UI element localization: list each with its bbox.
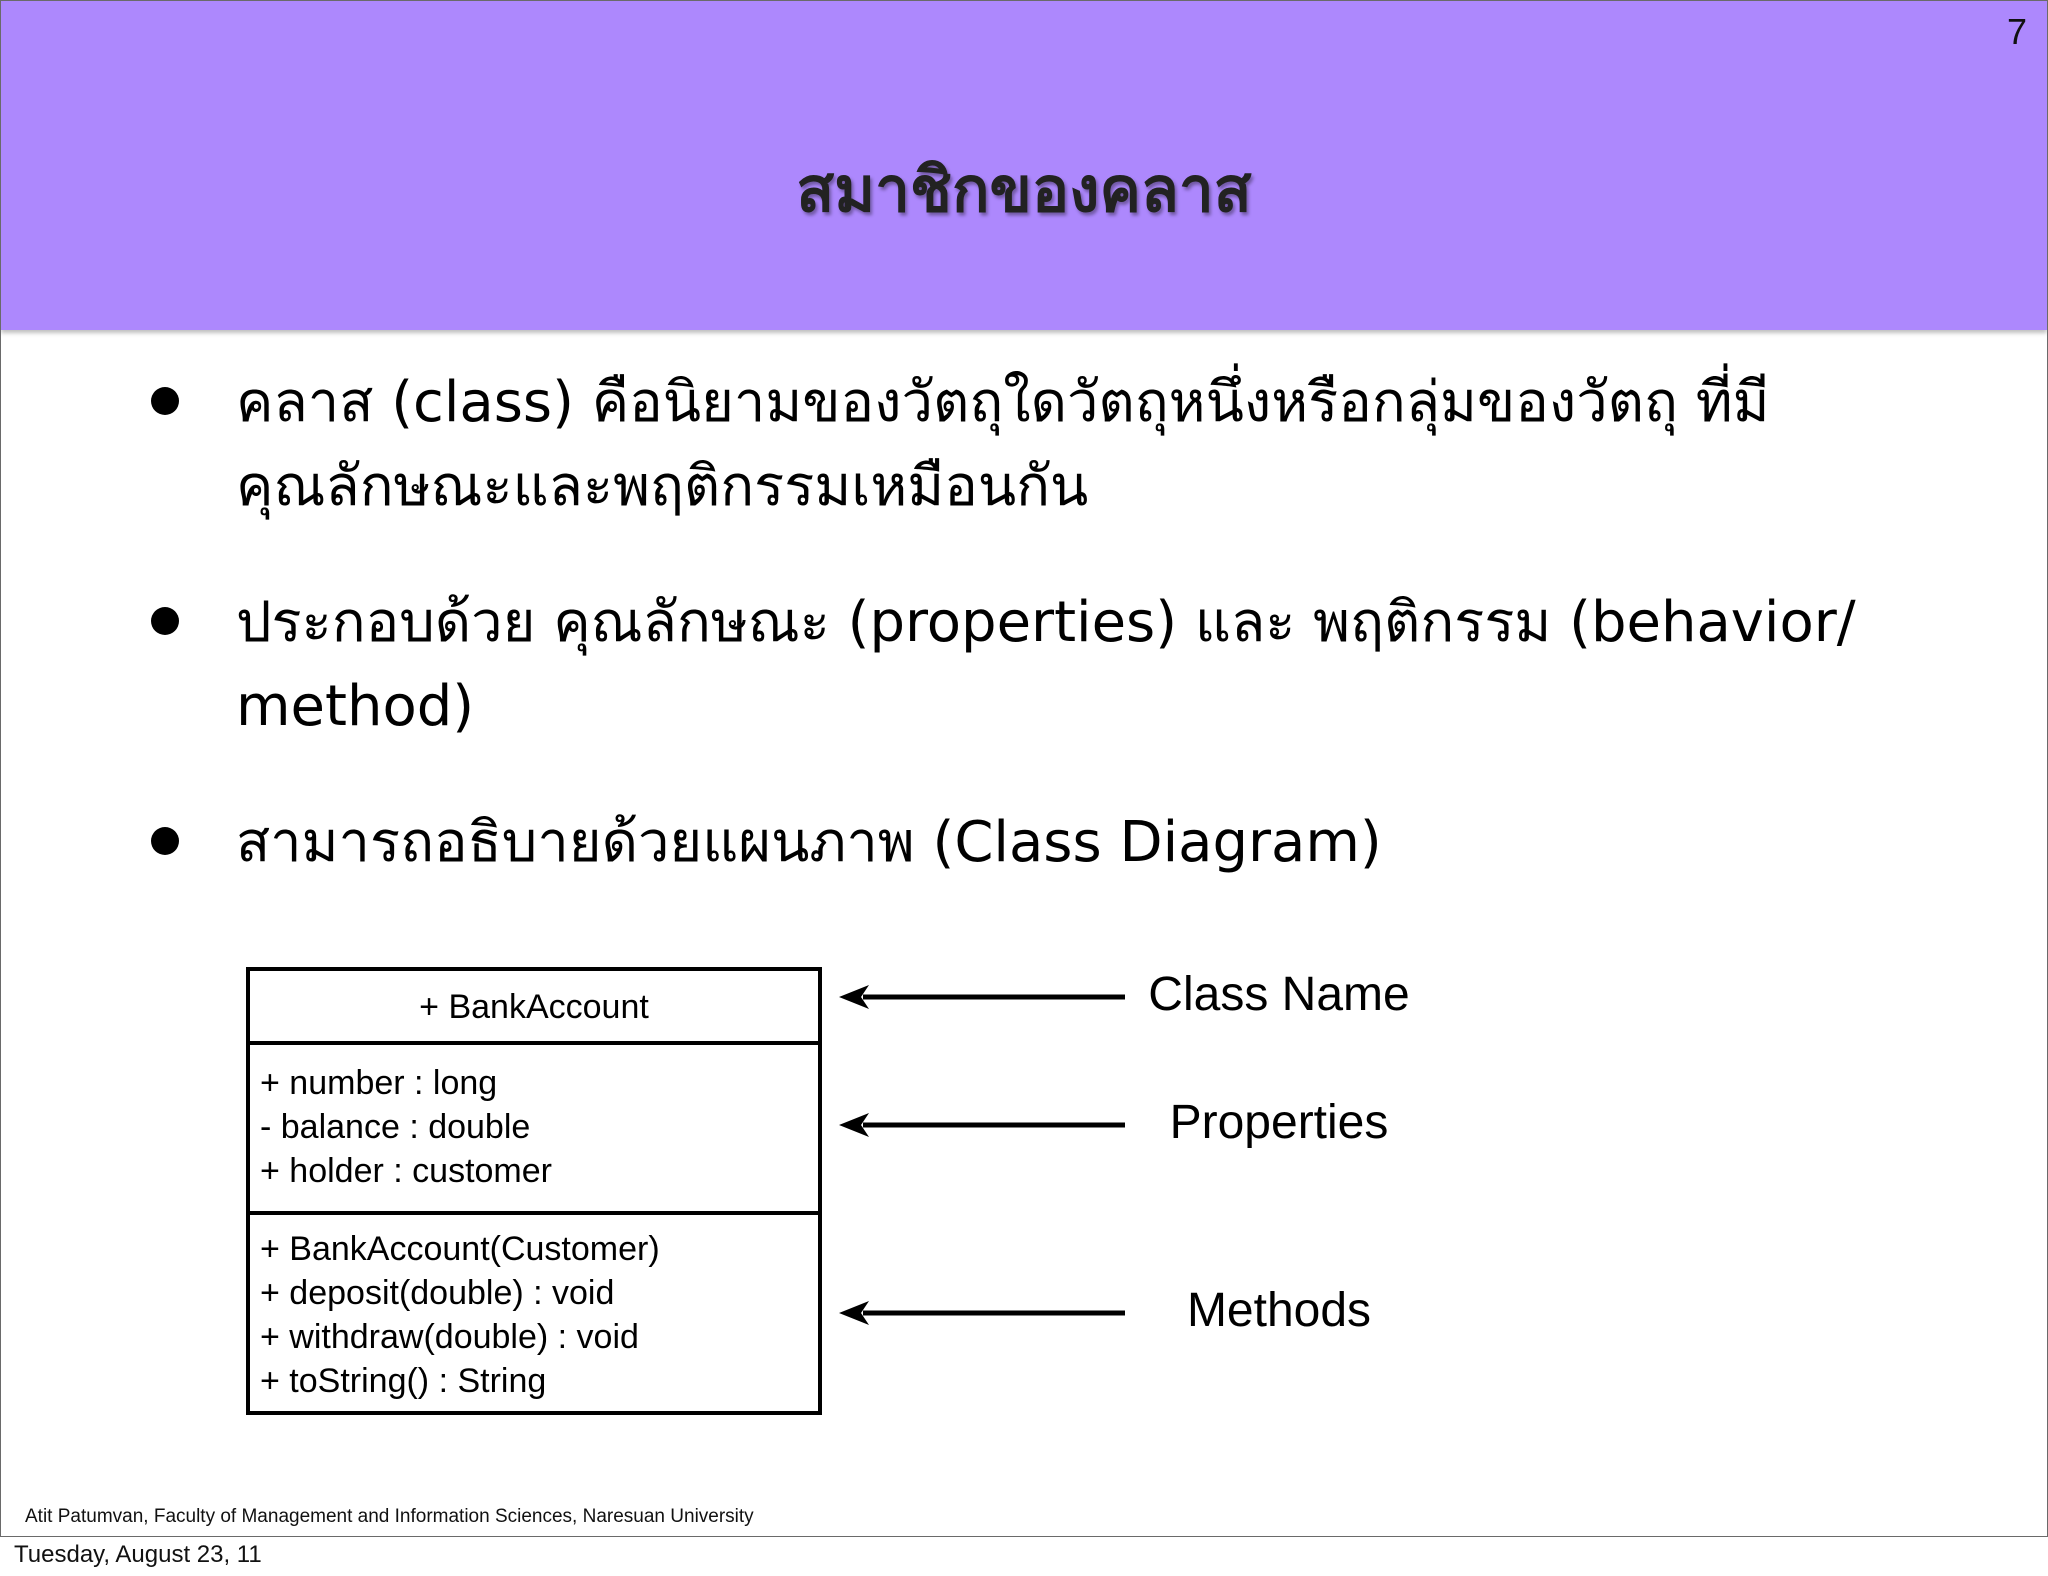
property-line: + holder : customer <box>260 1152 552 1190</box>
bullet-dot-icon <box>151 827 179 855</box>
bullet-line: คุณลักษณะและพฤติกรรมเหมือนกัน <box>236 454 1089 519</box>
methods-compartment <box>250 1215 818 1411</box>
class-name-label: Class Name <box>1148 968 1410 1021</box>
properties-label: Properties <box>1169 1096 1389 1149</box>
method-line: + toString() : String <box>260 1362 547 1400</box>
method-line: + withdraw(double) : void <box>260 1318 639 1356</box>
arrow-left-icon <box>839 982 1125 1012</box>
arrow-left-icon <box>839 1298 1125 1328</box>
bullet-dot-icon <box>151 387 179 415</box>
slide-title: สมาชิกของคลาส <box>796 153 1252 226</box>
arrow-left-icon <box>839 1110 1125 1140</box>
properties-compartment <box>250 1045 818 1215</box>
bullet-line: ประกอบด้วย คุณลักษณะ (properties) และ พฤติกรรม (behavior/ <box>236 590 1856 655</box>
bullet-text <box>236 801 1956 885</box>
bullet-text <box>236 361 1956 529</box>
slide-footer: Atit Patumvan, Faculty of Management and Information Sciences, Naresuan University <box>25 1506 754 1527</box>
property-line: + number : long <box>260 1064 498 1102</box>
slide-number: 7 <box>2006 11 2027 52</box>
method-line: + deposit(double) : void <box>260 1274 615 1312</box>
bullet-text <box>236 581 1956 749</box>
class-name-compartment <box>250 971 818 1045</box>
method-line: + BankAccount(Customer) <box>260 1230 660 1268</box>
bullet-line: method) <box>236 674 475 739</box>
bullet-line: สามารถอธิบายด้วยแผนภาพ (Class Diagram) <box>236 810 1382 875</box>
property-line: - balance : double <box>260 1108 531 1146</box>
class-name: + BankAccount <box>419 988 649 1026</box>
class-diagram <box>246 967 822 1415</box>
slide-header <box>1 1 2047 330</box>
date-caption: Tuesday, August 23, 11 <box>14 1541 262 1568</box>
bullet-line: คลาส (class) คือนิยามของวัตถุใดวัตถุหนึ่งหรือกลุ่มของวัตถุ ที่มี <box>236 370 1770 435</box>
bullet-dot-icon <box>151 607 179 635</box>
methods-label: Methods <box>1186 1284 1372 1337</box>
